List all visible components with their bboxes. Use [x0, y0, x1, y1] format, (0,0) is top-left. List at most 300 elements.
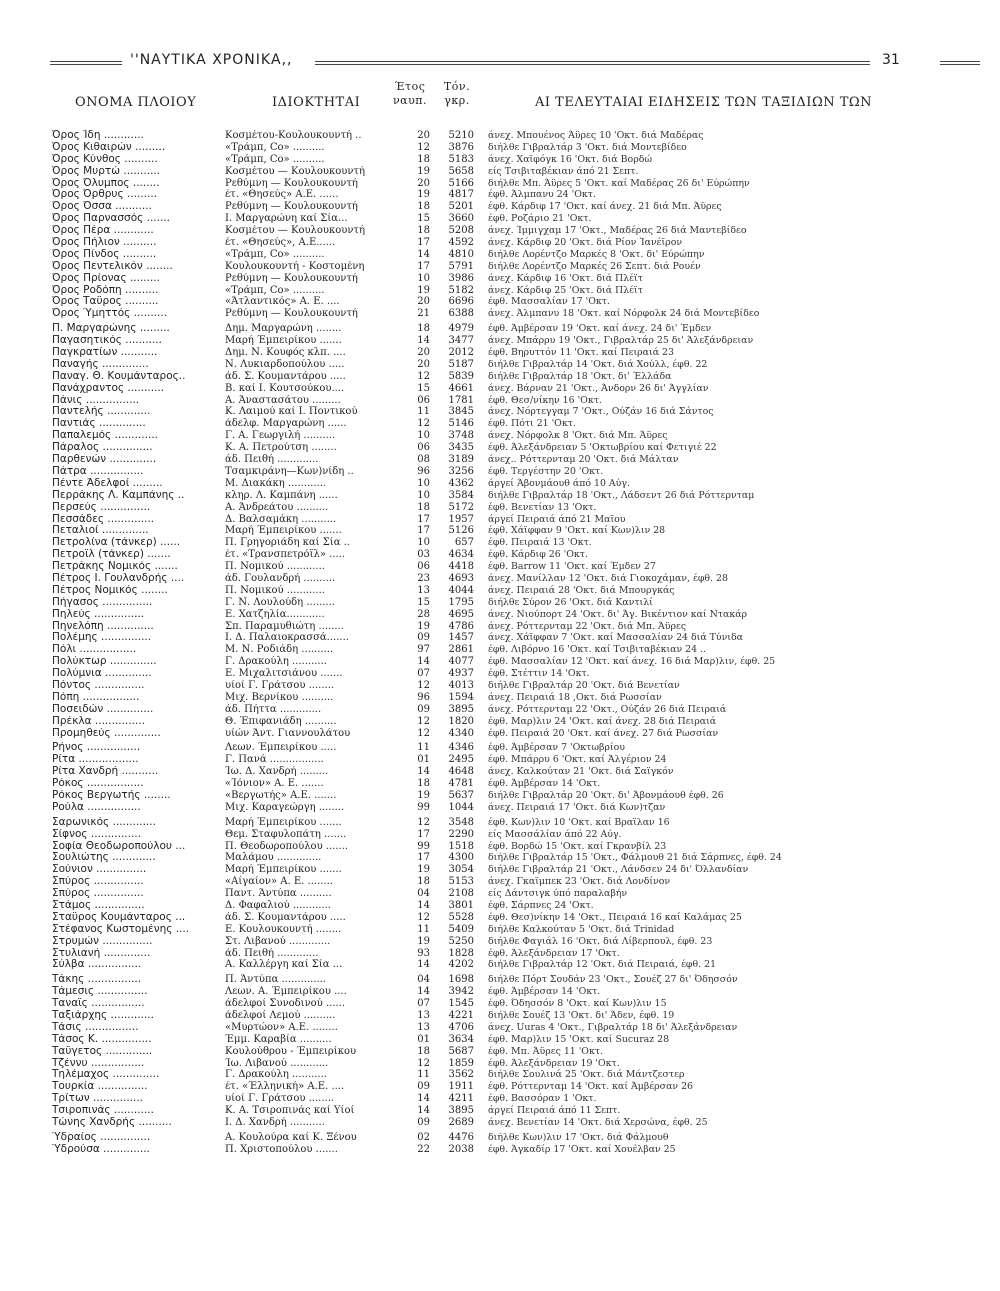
ship-name: Παντιάς ..............	[52, 418, 146, 430]
ship-name: Στάμος ...............	[52, 900, 145, 911]
table-row	[0, 1046, 1000, 1058]
gross-tons: 4979	[448, 323, 474, 335]
gross-tons: 2689	[448, 1117, 474, 1129]
owners: «Άτλαντικός» Α. Ε. ....	[225, 296, 340, 308]
year-built: 10	[417, 537, 430, 549]
ship-name: Ρόκος .................	[52, 778, 144, 790]
table-row	[0, 1093, 1000, 1105]
latest-news: έφθ. Βορδώ 15 'Οκτ. καί Γκρανβίλ 23	[488, 840, 667, 852]
latest-news: έφθ. Ροζάριο 21 'Οκτ.	[488, 213, 592, 225]
table-row	[0, 986, 1000, 998]
year-built: 99	[417, 840, 430, 852]
ship-group	[0, 742, 1000, 813]
owners: «Τράμπ, Co» ..........	[225, 141, 325, 153]
gross-tons: 4211	[448, 1093, 474, 1105]
ship-name: Όρος Ταΰρος ..........	[52, 296, 159, 308]
owners: Ι. Δ. Χανδρή ...........	[225, 1117, 325, 1129]
gross-tons: 3845	[448, 406, 474, 418]
table-row	[0, 371, 1000, 383]
owners: Κοσμέτου — Κουλουκουντή	[225, 225, 365, 237]
ship-name: Τάσος Κ. ...............	[52, 1033, 152, 1045]
year-built: 07	[417, 998, 430, 1010]
table-row	[0, 237, 1000, 249]
table-row	[0, 430, 1000, 442]
column-header-tons-line1: Τόν.	[443, 80, 471, 93]
ship-name: Ύδρούσα ..............	[52, 1143, 150, 1155]
gross-tons: 5153	[448, 876, 474, 888]
gross-tons: 4044	[448, 584, 474, 596]
table-row	[0, 778, 1000, 790]
owners: «Ίόνιον» Α. Ε. .......	[225, 778, 324, 790]
owners: Μαρή Έμπειρίκου .......	[225, 816, 342, 828]
table-row	[0, 852, 1000, 864]
table-row	[0, 1058, 1000, 1070]
year-built: 02	[417, 1131, 430, 1143]
ship-name: Πέντε Άδελφοί .........	[52, 477, 163, 489]
ship-name: Σαρωνικός .............	[52, 816, 156, 828]
year-built: 20	[417, 296, 430, 308]
ship-name: Παντελής .............	[52, 406, 151, 418]
owners: Γ. Πανά .................	[225, 754, 324, 766]
table-row	[0, 936, 1000, 948]
year-built: 01	[417, 754, 430, 766]
owners: κληρ. Λ. Καμπάνη ......	[225, 489, 338, 501]
latest-news: έφθ. Άγκαδίρ 17 'Οκτ. καί Χουέλβαν 25	[488, 1143, 676, 1155]
year-built: 19	[417, 935, 430, 947]
table-row	[0, 490, 1000, 502]
latest-news: έφθ. Πειραιά 13 'Οκτ.	[488, 537, 592, 549]
ship-name: Ταξιάρχης .............	[52, 1010, 154, 1022]
year-built: 18	[417, 876, 430, 888]
year-built: 96	[417, 691, 430, 703]
table-row	[0, 213, 1000, 225]
column-header-owners: ΙΔΙΟΚΤΗΤΑΙ	[272, 95, 361, 110]
latest-news: άνεχ. Χάϊφφαν 7 'Οκτ. καί Μασσαλίαν 24 διά Τύνιδα	[488, 632, 743, 644]
table-row	[0, 742, 1000, 754]
gross-tons: 1698	[448, 974, 474, 986]
owners: Κοσμέτου — Κουλουκουντή	[225, 165, 365, 177]
owners: Ίω. Λιβανού ............	[225, 1057, 329, 1069]
latest-news: διήλθε Σύρον 26 'Οκτ. διά Καντιλί	[488, 596, 653, 608]
owners: Στ. Λιβανού .............	[225, 935, 331, 947]
table-row	[0, 924, 1000, 936]
column-header-year-line2: ναυπ.	[393, 94, 428, 107]
table-row	[0, 1081, 1000, 1093]
gross-tons: 3435	[448, 442, 474, 454]
owners: Λεων. Έμπειρίκου .....	[225, 742, 337, 754]
latest-news: έφθ. Άλεξάνδρειαν 5 'Οκτωβρίου καί Φετιγιέ 22	[488, 442, 717, 454]
column-header-year	[393, 80, 427, 108]
latest-news: έφθ. Χάϊφφαν 9 'Οκτ. καί Κων)λιν 28	[488, 525, 666, 537]
header-rule-middle	[315, 61, 870, 65]
owners: Α. Καλλέργη καί Σία ...	[225, 959, 343, 971]
table-row	[0, 201, 1000, 213]
gross-tons: 5210	[448, 130, 474, 141]
gross-tons: 5687	[448, 1045, 474, 1057]
year-built: 22	[417, 1143, 430, 1155]
owners: Κ. Α. Πετρούτση ........	[225, 442, 337, 454]
gross-tons: 3801	[448, 900, 474, 911]
latest-news: έφθ. Όδησσόν 8 'Οκτ. καί Κων)λιν 15	[488, 998, 667, 1010]
gross-tons: 2012	[448, 347, 474, 359]
ship-name: Ρήνος ................	[52, 742, 141, 754]
owners: Τσαμκιράνη—Κων)νίδη ..	[225, 465, 354, 477]
table-row	[0, 285, 1000, 297]
latest-news: έφθ. Πειραιά 20 'Οκτ. καί άνεχ. 27 διά Ρωσσίαν	[488, 727, 719, 739]
year-built: 12	[417, 816, 430, 828]
gross-tons: 4362	[448, 477, 474, 489]
gross-tons: 1457	[448, 632, 474, 644]
year-built: 09	[417, 1081, 430, 1093]
table-row	[0, 1132, 1000, 1144]
owners: άδ. Πειθή .............	[225, 947, 319, 959]
table-row	[0, 323, 1000, 335]
table-row	[0, 585, 1000, 597]
owners: Γ. Δρακούλη ...........	[225, 656, 327, 668]
owners: Π. Άντύπα ..............	[225, 974, 326, 986]
year-built: 18	[417, 1045, 430, 1057]
owners: Μαρή Έμπειρίκου .......	[225, 864, 342, 876]
owners: άδελφοί Συνοδινού ......	[225, 998, 346, 1010]
latest-news: άνεχ.. Ρόττερνταμ 20 'Οκτ. διά Μάλταν	[488, 454, 679, 466]
table-row	[0, 189, 1000, 201]
year-built: 11	[417, 923, 430, 935]
owners: Κ. Λαιμού καί Ι. Ποντικού	[225, 406, 358, 418]
latest-news: διήλθε Μπ. Άϋρες 5 'Οκτ. καί Μαδέρας 26 δι' Εύρώπην	[488, 177, 750, 189]
year-built: 14	[417, 959, 430, 971]
gross-tons: 1911	[448, 1081, 474, 1093]
latest-news: έφθ. Κων)λιν 10 'Οκτ. καί Βραΐλαν 16	[488, 816, 670, 828]
gross-tons: 3054	[448, 864, 474, 876]
table-row	[0, 142, 1000, 154]
year-built: 12	[417, 911, 430, 923]
owners: Θεμ. Σταφυλοπάτη .......	[225, 828, 347, 840]
ship-name: Παπαλεμός .............	[52, 430, 158, 442]
gross-tons: 5182	[448, 284, 474, 296]
table-row	[0, 998, 1000, 1010]
owners: «Μυρτώον» Α.Ε. ........	[225, 1021, 338, 1033]
owners: άδ. Σ. Κουμαντάρου .....	[225, 370, 346, 382]
ship-name: Τώνης Χανδρής ..........	[52, 1117, 172, 1129]
ship-name: Στέφανος Κωστομένης ....	[52, 923, 190, 935]
table-row	[0, 395, 1000, 407]
owners: Δημ. Μαργαρώνη ........	[225, 323, 342, 335]
owners: Δ. Βαλσαμάκη ...........	[225, 513, 337, 525]
table-row	[0, 442, 1000, 454]
latest-news: είς Δάντσιγκ ύπό παραλαβήν	[488, 888, 628, 900]
ship-name: Σπύρος ...............	[52, 876, 144, 888]
latest-news: έφθ. Άμβέρσαν 19 'Οκτ. καί άνεχ. 24 δι' Έμδεν	[488, 323, 712, 335]
table-row	[0, 959, 1000, 971]
table-row	[0, 418, 1000, 430]
table-row	[0, 549, 1000, 561]
year-built: 19	[417, 789, 430, 801]
ship-name: Όρος Όλυμπος ........	[52, 177, 160, 189]
gross-tons: 5126	[448, 525, 474, 537]
owners: Ρεθύμνη — Κουλουκουντή	[225, 308, 358, 320]
gross-tons: 2108	[448, 888, 474, 900]
gross-tons: 1594	[448, 691, 474, 703]
ship-name: Πολέμης ...............	[52, 632, 152, 644]
table-row	[0, 632, 1000, 644]
year-built: 11	[417, 742, 430, 754]
year-built: 12	[417, 715, 430, 727]
year-built: 08	[417, 454, 430, 466]
owners: Ρεθύμνη — Κουλουκουντή	[225, 201, 358, 213]
year-built: 04	[417, 888, 430, 900]
ship-name: Όρος Μυρτώ ...........	[52, 165, 161, 177]
table-row	[0, 864, 1000, 876]
latest-news: άνεχ. Μανίλλαν 12 'Οκτ. διά Γιοκοχάμαν, έφθ. 28	[488, 572, 728, 584]
owners: Ν. Λυκιαρδοπούλου .....	[225, 358, 345, 370]
gross-tons: 1781	[448, 394, 474, 406]
running-header	[50, 52, 930, 72]
year-built: 17	[417, 260, 430, 272]
owners: Δημ. Ν. Κουφός κλπ. ....	[225, 347, 346, 359]
year-built: 20	[417, 177, 430, 189]
year-built: 09	[417, 632, 430, 644]
table-row	[0, 728, 1000, 740]
year-built: 10	[417, 477, 430, 489]
gross-tons: 5146	[448, 418, 474, 430]
latest-news: έφθ. Στέττιν 14 'Οκτ.	[488, 668, 590, 680]
column-header-news: ΑΙ ΤΕΛΕΥΤΑΙΑΙ ΕΙΔΗΣΕΙΣ ΤΩΝ ΤΑΞΙΔΙΩΝ ΤΩΝ	[535, 95, 873, 110]
table-row	[0, 466, 1000, 478]
year-built: 07	[417, 668, 430, 680]
header-rule-right	[940, 61, 980, 65]
table-row	[0, 249, 1000, 261]
gross-tons: 4937	[448, 668, 474, 680]
year-built: 09	[417, 1117, 430, 1129]
gross-tons: 3876	[448, 141, 474, 153]
gross-tons: 3256	[448, 465, 474, 477]
table-row	[0, 335, 1000, 347]
year-built: 13	[417, 1021, 430, 1033]
header-rule-left	[50, 61, 122, 65]
table-row	[0, 1105, 1000, 1117]
table-row	[0, 817, 1000, 829]
owners: Λεων. Α. Έμπειρίκου ....	[225, 986, 347, 998]
ship-name: Πρέκλα ...............	[52, 715, 145, 727]
year-built: 17	[417, 237, 430, 249]
latest-news: έφθ. Άλμπανυ 24 'Οκτ.	[488, 189, 596, 201]
owners: Κουλουκουντή - Κοστομένη	[225, 260, 365, 272]
gross-tons: 5183	[448, 153, 474, 165]
year-built: 18	[417, 778, 430, 790]
owners: Π. Νομικού ............	[225, 561, 325, 573]
owners: Κοσμέτου-Κουλουκουντή ..	[225, 130, 362, 141]
ship-name: Πέτρος Ι. Γουλανδρής ....	[52, 572, 185, 584]
year-built: 10	[417, 489, 430, 501]
latest-news: έφθ. Τεργέστην 20 'Οκτ.	[488, 465, 604, 477]
gross-tons: 4817	[448, 189, 474, 201]
latest-news: άνεχ. Ρόττερνταμ 22 'Οκτ., Ούζάν 26 διά Πειραιά	[488, 703, 727, 715]
ship-name: Σίφνος ...............	[52, 828, 141, 840]
owners: Μ. Ν. Ροδιάδη ..........	[225, 644, 334, 656]
table-row	[0, 1010, 1000, 1022]
year-built: 19	[417, 165, 430, 177]
ship-name: Όρος Όσσα ...........	[52, 201, 152, 213]
gross-tons: 6696	[448, 296, 474, 308]
latest-news: έφθ. Βενετίαν 13 'Οκτ.	[488, 501, 597, 513]
gross-tons: 1859	[448, 1057, 474, 1069]
gross-tons: 5791	[448, 260, 474, 272]
owners: άδελφ. Μαργαρώνη ......	[225, 418, 347, 430]
ship-name: Παγασητικός ...........	[52, 335, 162, 347]
gross-tons: 3986	[448, 272, 474, 284]
latest-news: άνεχ. Uuras 4 'Οκτ., Γιβραλτάρ 18 δι' Άλεξάνδρειαν	[488, 1021, 738, 1033]
latest-news: έφθ. Λιβόρνο 16 'Οκτ. καί Τσιβιταβέκιαν 24 ..	[488, 644, 707, 656]
latest-news: άνεχ. Άλμπανυ 18 'Οκτ. καί Νόρφολκ 24 διά Μοντεβίδεο	[488, 308, 760, 320]
latest-news: άργεί Πειραιά άπό 11 Σεπτ.	[488, 1105, 621, 1117]
latest-news: διήλθε Γιβραλτάρ 21 'Οκτ., Λάνδσεν 24 δι' Όλλανδίαν	[488, 864, 749, 876]
table-row	[0, 406, 1000, 418]
column-header-tons	[439, 80, 475, 108]
table-row	[0, 766, 1000, 778]
year-built: 11	[417, 406, 430, 418]
latest-news: άνεχ. Μπουένος Άϋρες 10 'Οκτ. διά Μαδέρας	[488, 130, 704, 141]
ship-name: Πηνελόπη ..............	[52, 620, 154, 632]
gross-tons: 4202	[448, 959, 474, 971]
latest-news: άνεχ. Πειραιά 17 'Οκτ. διά Κων)τζαν	[488, 801, 666, 813]
owners: Ι. Δ. Παλαιοκρασσά.......	[225, 632, 349, 644]
ship-name: Στυλιανή ..............	[52, 947, 151, 959]
table-row	[0, 130, 1000, 142]
latest-news: έφθ. Βασσόραν 1 'Οκτ.	[488, 1093, 597, 1105]
latest-news: διήλθε Κων)λιν 17 'Οκτ. διά Φάλμουθ	[488, 1131, 669, 1143]
gross-tons: 3584	[448, 489, 474, 501]
ship-name: Τηλέμαχος ..............	[52, 1069, 160, 1081]
year-built: 18	[417, 501, 430, 513]
year-built: 15	[417, 596, 430, 608]
gross-tons: 1545	[448, 998, 474, 1010]
ship-name: Πετρολίνα (τάνκερ) ......	[52, 537, 181, 549]
latest-news: διήλθε Γιβραλτάρ 12 'Οκτ. διά Πειραιά, έφθ. 21	[488, 959, 717, 971]
gross-tons: 3660	[448, 213, 474, 225]
ship-table	[0, 130, 1000, 1159]
latest-news: έφθ. Μασσαλίαν 12 'Οκτ. καί άνεχ. 16 διά Μαρ)λιν, έφθ. 25	[488, 656, 776, 668]
ship-name: Προμηθεύς ..............	[52, 727, 161, 739]
ship-name: Ρόκος Βεργωτής ........	[52, 789, 171, 801]
table-row	[0, 668, 1000, 680]
ship-name: Πόλι .................	[52, 644, 137, 656]
owners: υίοί Γ. Γράτσου ........	[225, 1093, 335, 1105]
ship-group	[0, 974, 1000, 1129]
table-row	[0, 609, 1000, 621]
latest-news: διήλθε Σουλινά 25 'Οκτ. διά Μάντζεστερ	[488, 1069, 685, 1081]
table-row	[0, 912, 1000, 924]
latest-news: διήλθε Καλκούταν 5 'Οκτ. διά Trinidad	[488, 923, 675, 935]
owners: Α. Άναστασάτου .........	[225, 394, 341, 406]
ship-name: Πετροΐλ (τάνκερ) .......	[52, 549, 171, 561]
latest-news: άνεχ. Πειραιά 18 ,Οκτ. διά Ρωσσίαν	[488, 691, 662, 703]
owners: Π. Νομικού ............	[225, 584, 325, 596]
year-built: 99	[417, 801, 430, 813]
latest-news: διήλθε Γιβραλτάρ 3 'Οκτ. διά Μοντεβίδεο	[488, 141, 687, 153]
gross-tons: 4221	[448, 1010, 474, 1022]
owners: Ε. Μιχαλιτσιάνου .......	[225, 668, 343, 680]
ship-name: Τουρκία ...............	[52, 1081, 148, 1093]
gross-tons: 3477	[448, 335, 474, 347]
table-row	[0, 1117, 1000, 1129]
gross-tons: 5208	[448, 225, 474, 237]
ship-name: Πάνις ................	[52, 394, 140, 406]
year-built: 19	[417, 284, 430, 296]
table-row	[0, 790, 1000, 802]
gross-tons: 4695	[448, 608, 474, 620]
owners: έτ. «Έλληνική» Α.Ε. ....	[225, 1081, 345, 1093]
latest-news: έφθ. Άλεξάνδρειαν 19 'Οκτ.	[488, 1057, 620, 1069]
table-row	[0, 802, 1000, 814]
ship-name: Τρίτων ...............	[52, 1093, 144, 1105]
table-row	[0, 1069, 1000, 1081]
year-built: 17	[417, 525, 430, 537]
ship-name: Σουλιώτης .............	[52, 852, 156, 864]
ship-name: Τάσις ................	[52, 1021, 139, 1033]
table-row	[0, 829, 1000, 841]
ship-name: Στρυμών ...............	[52, 935, 153, 947]
table-row	[0, 692, 1000, 704]
gross-tons: 5187	[448, 358, 474, 370]
table-row	[0, 888, 1000, 900]
gross-tons: 4648	[448, 766, 474, 778]
year-built: 04	[417, 974, 430, 986]
year-built: 14	[417, 766, 430, 778]
table-row	[0, 166, 1000, 178]
table-row	[0, 573, 1000, 585]
owners: υίών Άντ. Γιαννουλάτου	[225, 727, 351, 739]
gross-tons: 1795	[448, 596, 474, 608]
ship-name: Ταναΐς ................	[52, 998, 145, 1010]
owners: Ε. Χατζηλία............	[225, 608, 325, 620]
ship-name: Πάραλος ...............	[52, 442, 153, 454]
year-built: 12	[417, 141, 430, 153]
owners: Γ. Δρακούλη ...........	[225, 1069, 327, 1081]
year-built: 03	[417, 549, 430, 561]
owners: Α. Κουλούρα καί Κ. Ξένου	[225, 1131, 357, 1143]
year-built: 10	[417, 430, 430, 442]
ship-name: Όρος Όρθρυς .........	[52, 189, 158, 201]
table-row	[0, 974, 1000, 986]
year-built: 13	[417, 1010, 430, 1022]
owners: άδ. Πειθή .............	[225, 454, 319, 466]
year-built: 11	[417, 1069, 430, 1081]
ship-name: Όρος Ύμηττός ..........	[52, 308, 168, 320]
table-row	[0, 178, 1000, 190]
table-row	[0, 273, 1000, 285]
ship-name: Πόπη .................	[52, 691, 140, 703]
table-row	[0, 597, 1000, 609]
year-built: 14	[417, 900, 430, 911]
ship-name: Πανάχραντος ...........	[52, 382, 165, 394]
ship-name: Παναγ. Θ. Κουμάνταρος..	[52, 370, 186, 382]
ship-name: Π. Μαργαρώνης .........	[52, 323, 170, 335]
ship-name: Όρος Πρίονας .........	[52, 272, 160, 284]
latest-news: άνεχ. Βενετίαν 14 'Οκτ. διά Χερσώνα, έφθ. 25	[488, 1117, 708, 1129]
owners: Ρεθύμνη — Κουλουκουντή	[225, 272, 358, 284]
ship-name: Σούνιον ...............	[52, 864, 147, 876]
table-row	[0, 502, 1000, 514]
table-row	[0, 154, 1000, 166]
latest-news: διήλθε Γιβραλτάρ 18 'Οκτ., Λάδσεντ 26 διά Ρόττερνταμ	[488, 489, 755, 501]
gross-tons: 5172	[448, 501, 474, 513]
owners: Μαρή Έμπειρίκου .......	[225, 525, 342, 537]
owners: Ρεθύμνη — Κουλουκουντή	[225, 177, 358, 189]
year-built: 12	[417, 418, 430, 430]
ship-name: Ταΰγετος ..............	[52, 1045, 153, 1057]
owners: Π. Γρηγοριάδη καί Σία ..	[225, 537, 351, 549]
latest-news: άνεχ. Γκαϊμπεκ 23 'Οκτ. διά Λονδίνον	[488, 876, 671, 888]
